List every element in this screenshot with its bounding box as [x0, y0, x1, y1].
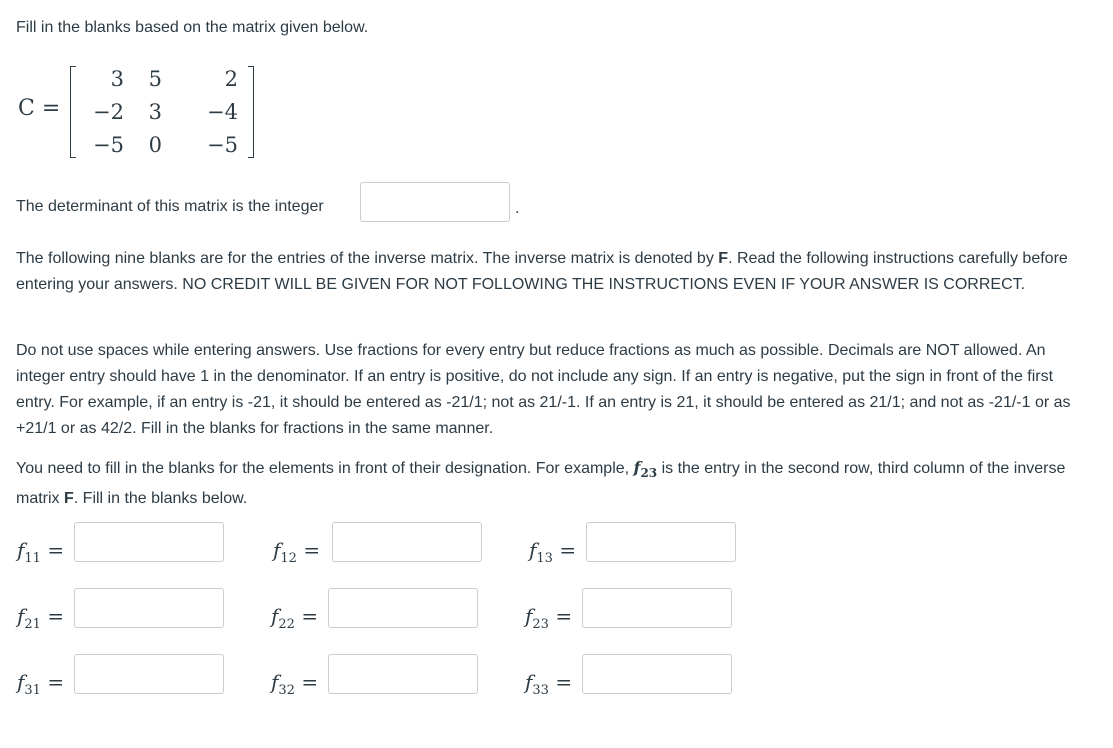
matrix-cell-1-3: 2 [224, 67, 238, 91]
f12-label: $f_{12}$ = [273, 538, 321, 566]
matrix-right-bracket [248, 66, 254, 158]
f11-label: $f_{11}$ = [17, 538, 65, 566]
matrix-cell-3-3: −5 [207, 133, 238, 157]
matrix-cell-2-1: −2 [93, 100, 124, 124]
f23-input[interactable] [582, 588, 732, 628]
f11-input[interactable] [74, 522, 224, 562]
f32-label: $f_{32}$ = [271, 670, 319, 698]
designation-matrix-name: F [64, 490, 74, 508]
f32-input[interactable] [328, 654, 478, 694]
matrix-cell-3-2: 0 [148, 133, 162, 157]
matrix-cell-1-1: 3 [110, 67, 124, 91]
example-f-symbol: $f_{23}$ [633, 458, 658, 481]
f31-label: $f_{31}$ = [17, 670, 65, 698]
f12-input[interactable] [332, 522, 482, 562]
f33-input[interactable] [582, 654, 732, 694]
inverse-intro-text-a: The following nine blanks are for the entries of the inverse matrix. The inverse matrix is denoted by [16, 250, 719, 267]
designation-text-b: is the entry in the second row, third column of the inverse matrix [16, 460, 1066, 508]
f23-label: $f_{23}$ = [525, 604, 573, 632]
f13-input[interactable] [586, 522, 736, 562]
f33-label: $f_{33}$ = [525, 670, 573, 698]
f13-label: $f_{13}$ = [529, 538, 577, 566]
inverse-matrix-name: F [718, 250, 729, 267]
matrix-cell-1-2: 5 [148, 67, 162, 91]
matrix-cell-3-1: −5 [93, 133, 124, 157]
designation-text-c: . Fill in the blanks below. [73, 490, 248, 508]
determinant-prompt: The determinant of this matrix is the integer [16, 198, 324, 215]
designation-text-a: You need to fill in the blanks for the elements in front of their designation. For example, [16, 460, 634, 477]
determinant-input[interactable] [360, 182, 510, 222]
f21-label: $f_{21}$ = [17, 604, 65, 632]
matrix-left-bracket [70, 66, 76, 158]
f21-input[interactable] [74, 588, 224, 628]
inverse-intro-text-b: . Read the following instructions carefully before entering your answers. NO CREDIT WILL BE GIVEN FOR NOT FOLLOWING THE INSTRUCTIONS EVEN IF YOUR ANSWER IS CORRECT. [16, 250, 1068, 293]
matrix-cell-2-3: −4 [207, 100, 238, 124]
f31-input[interactable] [74, 654, 224, 694]
matrix-label: C = [18, 96, 61, 121]
matrix-cell-2-2: 3 [148, 100, 162, 124]
instruction-text: Fill in the blanks based on the matrix given below. [16, 19, 369, 36]
format-rules-paragraph: Do not use spaces while entering answers. Use fractions for every entry but reduce fractions as much as possible. Decimals are NOT allowed. An integer entry should have 1 in the denominator. If an entry is positive, do not include any sign. If an entry is negative, put the sign in front of the first entry. For example, if an entry is -21, it should be entered as -21/1; not as 21/-1. If an entry is 21, it should be entered as 21/1; and not as -21/-1 or as +21/1 or as 42/2. Fill in the blanks for fractions in the same manner. [16, 342, 1071, 437]
designation-paragraph [16, 455, 1096, 512]
inverse-intro-paragraph [16, 246, 1096, 298]
matrix-c [18, 66, 258, 160]
determinant-period: . [515, 200, 520, 217]
f22-input[interactable] [328, 588, 478, 628]
f22-label: $f_{22}$ = [271, 604, 319, 632]
